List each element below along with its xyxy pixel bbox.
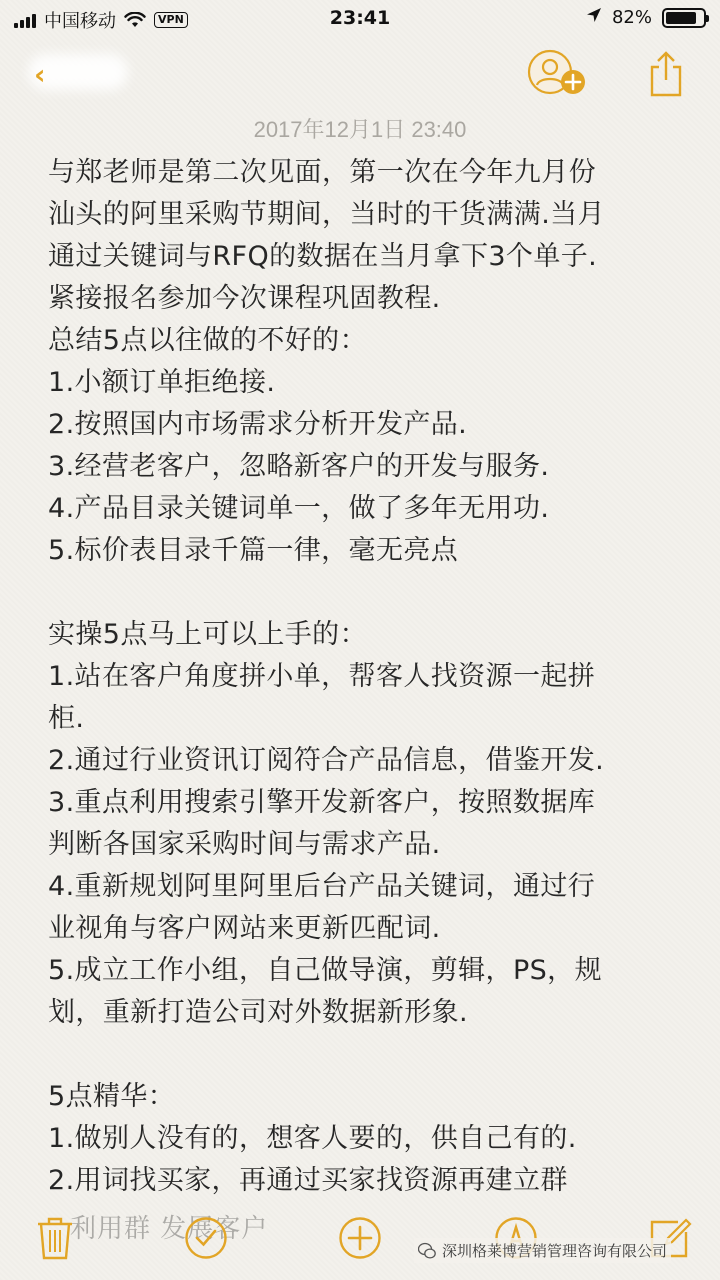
note-line: 柜. — [48, 703, 85, 734]
status-bar — [0, 0, 720, 40]
note-line: 1.小额订单拒绝接. — [48, 367, 276, 398]
trash-icon[interactable] — [36, 1216, 74, 1264]
note-line: 与郑老师是第二次见面，第一次在今年九月份 — [48, 157, 596, 188]
note-line: 5点精华： — [48, 1081, 176, 1112]
note-line: 5.标价表目录千篇一律，毫无亮点 — [48, 535, 459, 566]
checklist-icon[interactable] — [184, 1216, 228, 1264]
note-timestamp: 2017年12月1日 23:40 — [253, 117, 467, 142]
note-line: 实操5点马上可以上手的： — [48, 619, 367, 650]
note-line: 总结5点以往做的不好的： — [48, 325, 367, 356]
note-text[interactable] — [48, 152, 688, 1202]
note-line: 业视角与客户网站来更新匹配词. — [48, 913, 441, 944]
wechat-icon — [418, 1242, 436, 1260]
carrier-label: 中国移动 — [44, 11, 116, 32]
note-line: 4.产品目录关键词单一，做了多年无用功. — [48, 493, 550, 524]
battery-level — [666, 12, 696, 24]
watermark-text: 深圳格莱博营销管理咨询有限公司 — [442, 1242, 668, 1260]
battery-percent: 82% — [611, 7, 652, 28]
note-line: 5.成立工作小组，自己做导演，剪辑，PS，规 — [48, 955, 602, 986]
location-arrow-icon — [586, 7, 602, 28]
note-line: 汕头的阿里采购节期间，当时的干货满满.当月 — [48, 199, 605, 230]
note-line: 1.做别人没有的，想客人要的，供自己有的. — [48, 1123, 577, 1154]
note-line: 通过关键词与RFQ的数据在当月拿下3个单子. — [48, 241, 598, 272]
clock: 23:41 — [329, 7, 391, 29]
vpn-badge: VPN — [154, 12, 188, 28]
note-line: 4.重新规划阿里阿里后台产品关键词，通过行 — [48, 871, 596, 902]
note-line: 2.按照国内市场需求分析开发产品. — [48, 409, 468, 440]
note-line: 2.用词找买家，再通过买家找资源再建立群 — [48, 1165, 568, 1196]
battery-icon — [662, 8, 706, 28]
add-icon[interactable] — [338, 1216, 382, 1264]
chevron-left-icon[interactable]: ‹ — [34, 58, 46, 91]
add-person-icon[interactable] — [526, 48, 588, 100]
scroll-ghost-text: 利用群 发展客户 — [70, 1214, 269, 1244]
note-blank-line — [48, 1034, 688, 1076]
note-blank-line — [48, 572, 688, 614]
note-line: 3.重点利用搜索引擎开发新客户，按照数据库 — [48, 787, 596, 818]
watermark — [414, 1238, 671, 1263]
share-icon[interactable] — [646, 50, 686, 98]
note-line: 紧接报名参加今次课程巩固教程. — [48, 283, 441, 314]
note-line: 2.通过行业资讯订阅符合产品信息，借鉴开发. — [48, 745, 605, 776]
note-line: 1.站在客户角度拼小单，帮客人找资源一起拼 — [48, 661, 596, 692]
note-line: 3.经营老客户，忽略新客户的开发与服务. — [48, 451, 550, 482]
note-line: 划，重新打造公司对外数据新形象. — [48, 997, 468, 1028]
note-line: 判断各国家采购时间与需求产品. — [48, 829, 441, 860]
